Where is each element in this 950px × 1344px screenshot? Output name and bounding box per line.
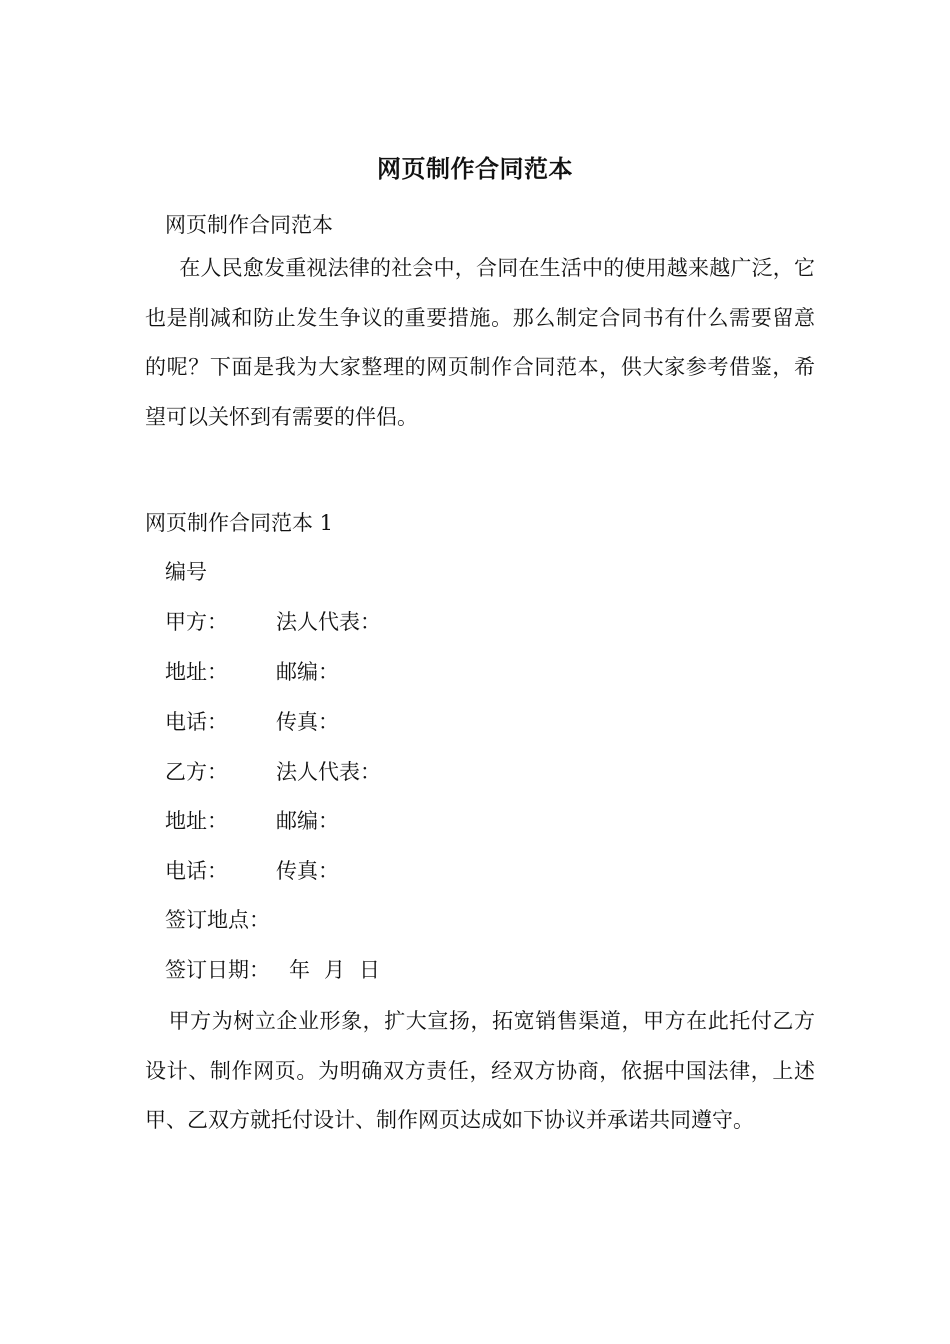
party-a-row [165, 607, 381, 637]
document-title: 网页制作合同范本 [377, 155, 573, 183]
sign-date-label: 签订日期： [165, 958, 270, 982]
intro-paragraph [145, 244, 815, 442]
party-b-phone-row [165, 856, 339, 886]
party-a-address-label: 地址： [165, 660, 228, 684]
date-day-unit: 日 [359, 958, 380, 982]
party-b-row [165, 757, 381, 787]
section-heading: 网页制作合同范本 1 [145, 511, 334, 535]
sign-date-row [165, 955, 394, 985]
party-b-address-label: 地址： [165, 809, 228, 833]
contract-number-label: 编号 [165, 560, 207, 584]
party-b-fax-label: 传真： [276, 859, 339, 883]
body-text: 甲方为树立企业形象，扩大宣扬，拓宽销售渠道，甲方在此托付乙方设计、制作网页。为明确双方责任，经双方协商，依据中国法律，上述甲、乙双方就托付设计、制作网页达成如下协议并承诺共同遵守。 [145, 1009, 815, 1132]
party-b-phone-label: 电话： [165, 859, 228, 883]
body-paragraph [145, 997, 815, 1146]
party-b-label: 乙方： [165, 760, 228, 784]
party-a-phone-row [165, 707, 339, 737]
party-a-address-row [165, 657, 339, 687]
party-b-postcode-label: 邮编： [276, 809, 339, 833]
party-a-label: 甲方： [165, 610, 228, 634]
date-month-unit: 月 [324, 958, 345, 982]
date-year-unit: 年 [289, 958, 310, 982]
party-a-phone-label: 电话： [165, 710, 228, 734]
intro-text: 在人民愈发重视法律的社会中，合同在生活中的使用越来越广泛，它也是削减和防止发生争议的重要措施。那么制定合同书有什么需要留意的呢？下面是我为大家整理的网页制作合同范本，供大家参考借鉴，希望可以关怀到有需要的伴侣。 [145, 256, 815, 429]
party-b-rep-label: 法人代表： [276, 760, 381, 784]
party-a-postcode-label: 邮编： [276, 660, 339, 684]
party-a-rep-label: 法人代表： [276, 610, 381, 634]
party-a-fax-label: 传真： [276, 710, 339, 734]
document-subtitle: 网页制作合同范本 [165, 213, 333, 237]
party-b-address-row [165, 806, 339, 836]
sign-place-label: 签订地点： [165, 908, 270, 932]
